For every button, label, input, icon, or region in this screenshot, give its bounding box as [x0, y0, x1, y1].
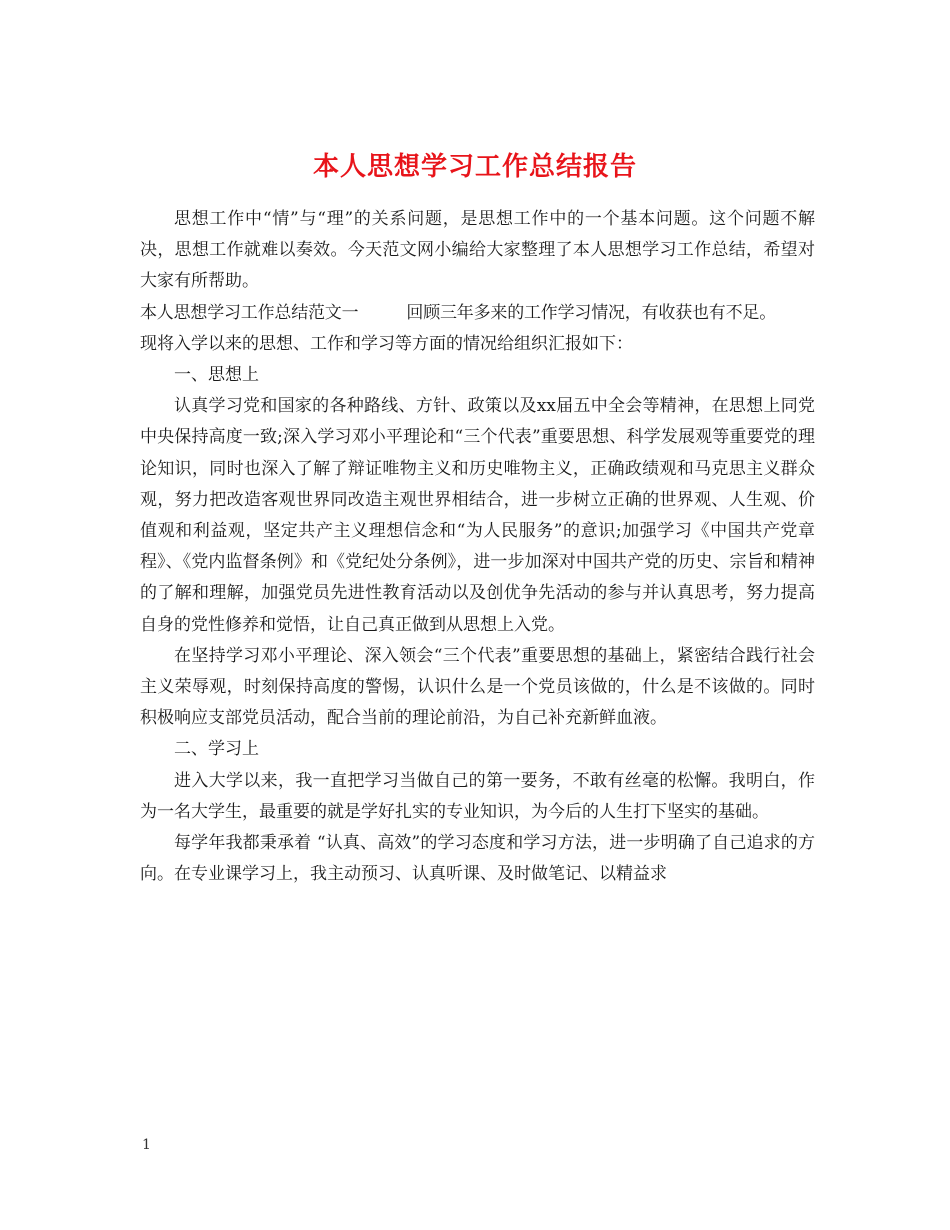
- document-title: 本人思想学习工作总结报告: [312, 152, 637, 183]
- thought-paragraph-1: 认真学习党和国家的各种路线、方针、政策以及xx届五中全会等精神，在思想上同党中央保持高度一致;深入学习邓小平理论和“三个代表”重要思想、科学发展观等重要党的理论知识，同时也深入了解了辩证唯物主义和历史唯物主义，正确政绩观和马克思主义群众观，努力把改造客观世界同改造主观世界相结合，进一步树立正确的世界观、人生观、价值观和利益观，坚定共产主义理想信念和“为人民服务”的意识;加强学习《中国共产党章程》、《党内监督条例》和《党纪处分条例》，进一步加深对中国共产党的历史、宗旨和精神的了解和理解，加强党员先进性教育活动以及创优争先活动的参与并认真思考，努力提高自身的党性修养和觉悟，让自己真正做到从思想上入党。: [140, 396, 815, 635]
- intro-paragraph: 思想工作中“情”与“理”的关系问题，是思想工作中的一个基本问题。这个问题不解决，思想工作就难以奏效。今天范文网小编给大家整理了本人思想学习工作总结，希望对大家有所帮助。: [140, 209, 815, 292]
- page-number: 1: [142, 1137, 151, 1153]
- document-body: [140, 204, 815, 890]
- thought-paragraph-2: 在坚持学习邓小平理论、深入领会“三个代表”重要思想的基础上，紧密结合践行社会主义荣辱观，时刻保持高度的警惕，认识什么是一个党员该做的，什么是不该做的。同时积极响应支部党员活动，配合当前的理论前沿，为自己补充新鲜血液。: [140, 645, 815, 729]
- sample-heading: 本人思想学习工作总结范文一: [140, 302, 359, 323]
- study-paragraph-1: 进入大学以来，我一直把学习当做自己的第一要务，不敢有丝毫的松懈。我明白，作为一名大学生，最重要的就是学好扎实的专业知识，为今后的人生打下坚实的基础。: [140, 770, 815, 822]
- sample-lead: 回顾三年多来的工作学习情况，有收获也有不足。: [406, 302, 777, 323]
- section-heading-study: 二、学习上: [174, 739, 259, 760]
- study-paragraph-2: 每学年我都秉承着 “认真、高效”的学习态度和学习方法，进一步明确了自己追求的方向。在专业课学习上，我主动预习、认真听课、及时做笔记、以精益求: [140, 833, 815, 885]
- section-heading-thought: 一、思想上: [174, 365, 259, 386]
- sample-heading-line: [140, 298, 815, 329]
- sample-lead-continued: 现将入学以来的思想、工作和学习等方面的情况给组织汇报如下：: [140, 333, 633, 354]
